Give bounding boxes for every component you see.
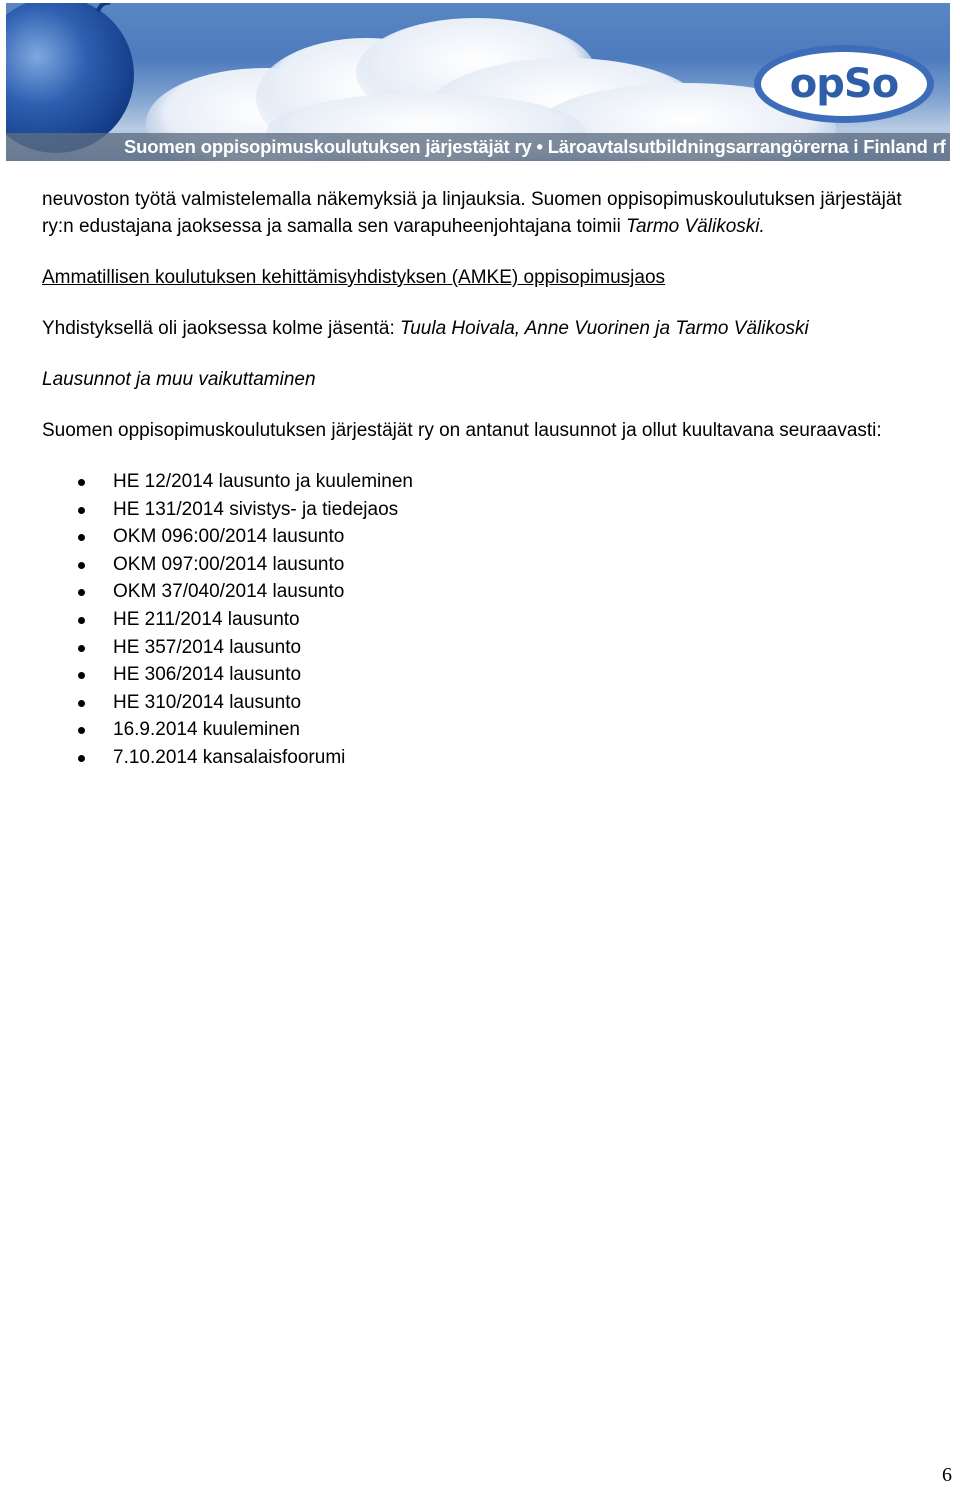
bullet-icon [78,562,85,569]
list-item [42,716,922,744]
bullet-icon [78,700,85,707]
list-item-text: HE 131/2014 sivistys- ja tiedejaos [113,498,399,520]
list-item-text: HE 357/2014 lausunto [113,636,302,658]
paragraph-members-text: Yhdistyksellä oli jaoksessa kolme jäsentä: [42,318,401,339]
bullet-icon [78,507,85,514]
list-item-text: HE 12/2014 lausunto ja kuuleminen [113,471,413,492]
banner-caption: Suomen oppisopimuskoulutuksen järjestäjät ry • Läroavtalsutbildningsarrangörerna i Finland rf [6,133,950,161]
page-number: 6 [942,1464,952,1486]
bullet-icon [78,589,85,596]
statements-list [42,468,922,772]
list-item-text: 7.10.2014 kansalaisfoorumi [113,746,346,768]
bullet-icon [78,755,85,762]
list-item [42,523,922,551]
section-heading-amke: Ammatillisen koulutuksen kehittämisyhdistyksen (AMKE) oppisopimusjaos [42,267,666,288]
paragraph-board-work-text: neuvoston työtä valmistelemalla näkemyksiä ja linjauksia. Suomen oppisopimuskoulutuksen järjestäjät ry:n edustajana jaoksessa ja samalla sen varapuheenjohtajana toimii [42,189,902,237]
member-names: Tuula Hoivala, Anne Vuorinen ja Tarmo Välikoski [400,318,809,339]
list-item-text: OKM 37/040/2014 lausunto [113,581,345,603]
blue-sphere-graphic [6,3,134,153]
bullet-icon [78,617,85,624]
bullet-icon [78,534,85,541]
logo-text: opSo [789,61,899,107]
list-item-text: 16.9.2014 kuuleminen [113,719,300,741]
list-item [42,496,922,524]
list-item-text: HE 310/2014 lausunto [113,691,302,713]
representative-name: Tarmo Välikoski. [626,216,765,237]
bullet-icon [78,479,85,486]
list-item [42,606,922,634]
list-item [42,661,922,689]
paragraph-statements-intro: Suomen oppisopimuskoulutuksen järjestäjät ry on antanut lausunnot ja ollut kuultavana seuraavasti: [42,420,882,441]
list-item [42,551,922,579]
paragraph-members [42,315,922,342]
list-item-text: OKM 096:00/2014 lausunto [113,526,345,548]
bullet-icon [78,672,85,679]
list-item-text: HE 306/2014 lausunto [113,664,302,686]
list-item-text: OKM 097:00/2014 lausunto [113,553,345,575]
bullet-icon [78,727,85,734]
bullet-icon [78,645,85,652]
list-item-text: HE 211/2014 lausunto [113,608,300,630]
list-item [42,744,922,772]
list-item [42,468,922,496]
list-item [42,634,922,662]
document-body [42,186,922,772]
paragraph-board-work [42,186,922,240]
header-banner [6,3,950,161]
list-item [42,689,922,717]
opso-logo [754,45,934,123]
list-item [42,578,922,606]
subheading-statements: Lausunnot ja muu vaikuttaminen [42,369,316,390]
